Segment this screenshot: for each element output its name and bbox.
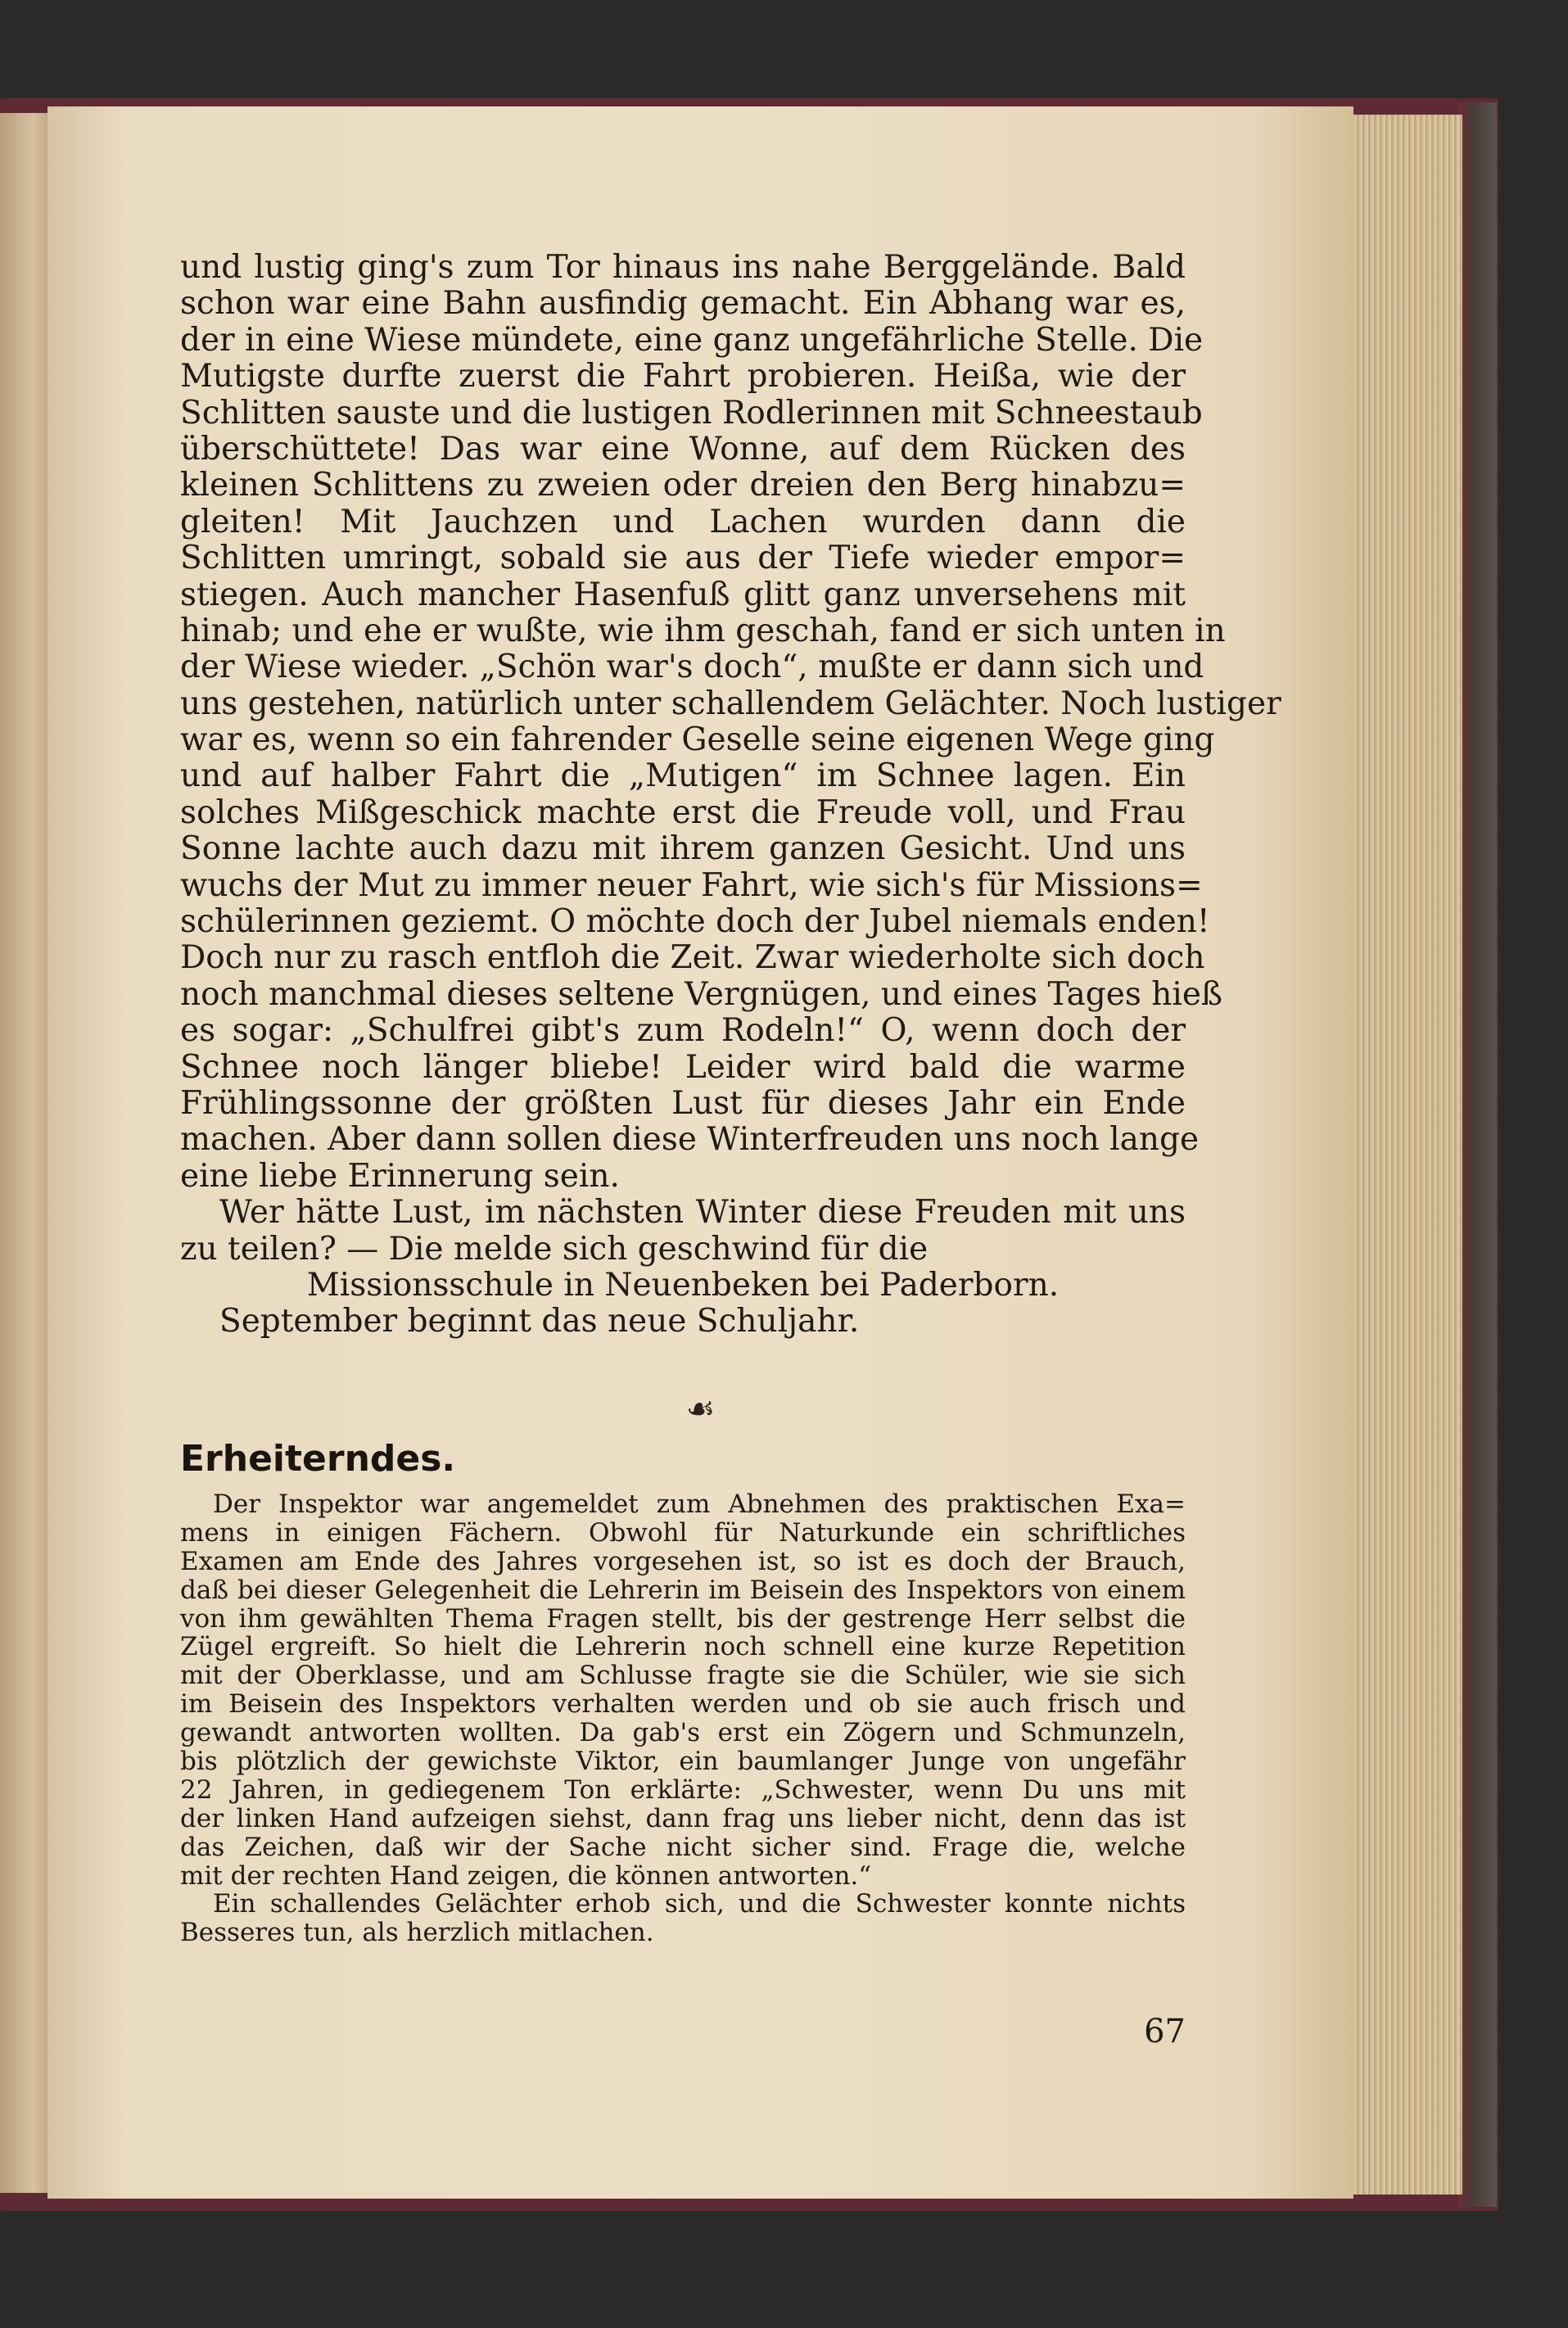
text-line: Mutigste durfte zuerst die Fahrt probieren. Heißa, wie der [180, 358, 1186, 396]
anecdote-line: mens in einigen Fächern. Obwohl für Naturkunde ein schriftliches [180, 1517, 1186, 1548]
appeal-line: zu teilen? — Die melde sich geschwind für die [180, 1230, 929, 1268]
anecdote-line: gewandt antworten wollten. Da gab's erst ein Zögern und Schmunzeln, [180, 1718, 1186, 1748]
ornament-icon: ☙ [685, 1390, 716, 1428]
left-page-sliver [0, 113, 47, 2193]
text-line: es sogar: „Schulfrei gibt's zum Rodeln!“ O, wenn doch der [180, 1012, 1186, 1050]
anecdote-line: Besseres tun, als herzlich mitlachen. [180, 1918, 654, 1948]
text-line: stiegen. Auch mancher Hasenfuß glitt ganz unversehens mit [180, 576, 1186, 613]
text-line: Sonne lachte auch dazu mit ihrem ganzen Gesicht. Und uns [180, 830, 1186, 868]
text-line: kleinen Schlittens zu zweien oder dreien den Berg hinabzu= [180, 467, 1186, 504]
anecdote-line: das Zeichen, daß wir der Sache nicht sicher sind. Frage die, welche [180, 1832, 1186, 1862]
text-line: noch manchmal dieses seltene Vergnügen, und eines Tages hieß [180, 975, 1222, 1013]
text-line: schülerinnen geziemt. O möchte doch der Jubel niemals enden! [180, 903, 1210, 941]
text-line: gleiten! Mit Jauchzen und Lachen wurden dann die [180, 503, 1186, 540]
anecdote-text [180, 1490, 1186, 1947]
anecdote-line: Der Inspektor war angemeldet zum Abnehmen des praktischen Exa= [213, 1489, 1186, 1519]
book-back-board [1457, 102, 1497, 2207]
anecdote-line: Zügel ergreift. So hielt die Lehrerin noch schnell eine kurze Repetition [180, 1632, 1186, 1662]
anecdote-line: Ein schallendes Gelächter erhob sich, und die Schwester konnte nichts [213, 1889, 1186, 1919]
text-line: Schlitten sauste und die lustigen Rodlerinnen mit Schneestaub [180, 394, 1203, 432]
text-line: und lustig ging's zum Tor hinaus ins nahe Berggelände. Bald [180, 249, 1186, 286]
anecdote-line: 22 Jahren, in gediegenem Ton erklärte: „Schwester, wenn Du uns mit [180, 1774, 1186, 1805]
anecdote-line: von ihm gewählten Thema Fragen stellt, bis der gestrenge Herr selbst die [180, 1603, 1186, 1634]
text-line: wuchs der Mut zu immer neuer Fahrt, wie sich's für Missions= [180, 866, 1203, 904]
book-page [47, 106, 1353, 2199]
text-line: uns gestehen, natürlich unter schallendem Gelächter. Noch lustiger [180, 685, 1281, 722]
text-line: der in eine Wiese mündete, eine ganz ungefährliche Stelle. Die [180, 321, 1204, 359]
text-line: Frühlingssonne der größten Lust für dieses Jahr ein Ende [180, 1084, 1186, 1122]
main-text [180, 249, 1281, 1340]
anecdote-line: Examen am Ende des Jahres vorgesehen ist, so ist es doch der Brauch, [180, 1546, 1186, 1576]
page-edges [1348, 115, 1462, 2195]
school-address: Missionsschule in Neuenbeken bei Paderborn. [306, 1266, 1060, 1304]
anecdote-line: im Beisein des Inspektors verhalten werden und ob sie auch frisch und [180, 1689, 1186, 1720]
anecdote-line: bis plötzlich der gewichste Viktor, ein baumlanger Junge von ungefähr [180, 1747, 1186, 1777]
text-line: überschüttete! Das war eine Wonne, auf dem Rücken des [180, 430, 1186, 468]
text-line: und auf halber Fahrt die „Mutigen“ im Schnee lagen. Ein [180, 757, 1186, 795]
appeal-line: September beginnt das neue Schuljahr. [219, 1303, 860, 1340]
section-title: Erheiterndes. [180, 1438, 456, 1480]
text-line: Schnee noch länger bliebe! Leider wird bald die warme [180, 1048, 1186, 1086]
page-number: 67 [1144, 2013, 1186, 2050]
text-line: schon war eine Bahn ausfindig gemacht. Ein Abhang war es, [180, 285, 1186, 323]
appeal-line: Wer hätte Lust, im nächsten Winter diese Freuden mit uns [219, 1194, 1186, 1232]
anecdote-line: mit der Oberklasse, und am Schlusse fragte sie die Schüler, wie sie sich [180, 1661, 1186, 1691]
text-line: Doch nur zu rasch entfloh die Zeit. Zwar wiederholte sich doch [180, 939, 1205, 977]
anecdote-line: mit der rechten Hand zeigen, die können antworten.“ [180, 1860, 872, 1891]
text-line: Schlitten umringt, sobald sie aus der Tiefe wieder empor= [180, 540, 1186, 577]
anecdote-line: der linken Hand aufzeigen siehst, dann frag uns lieber nicht, denn das ist [180, 1803, 1186, 1833]
text-line: war es, wenn so ein fahrender Geselle seine eigenen Wege ging [180, 721, 1215, 759]
text-line: hinab; und ehe er wußte, wie ihm geschah, fand er sich unten in [180, 612, 1226, 649]
anecdote-line: daß bei dieser Gelegenheit die Lehrerin im Beisein des Inspektors von einem [180, 1575, 1186, 1605]
text-line: machen. Aber dann sollen diese Winterfreuden uns noch lange [180, 1121, 1200, 1159]
text-line: eine liebe Erinnerung sein. [180, 1157, 620, 1195]
text-line: solches Mißgeschick machte erst die Freude voll, und Frau [180, 793, 1186, 831]
text-line: der Wiese wieder. „Schön war's doch“, mußte er dann sich und [180, 649, 1204, 686]
